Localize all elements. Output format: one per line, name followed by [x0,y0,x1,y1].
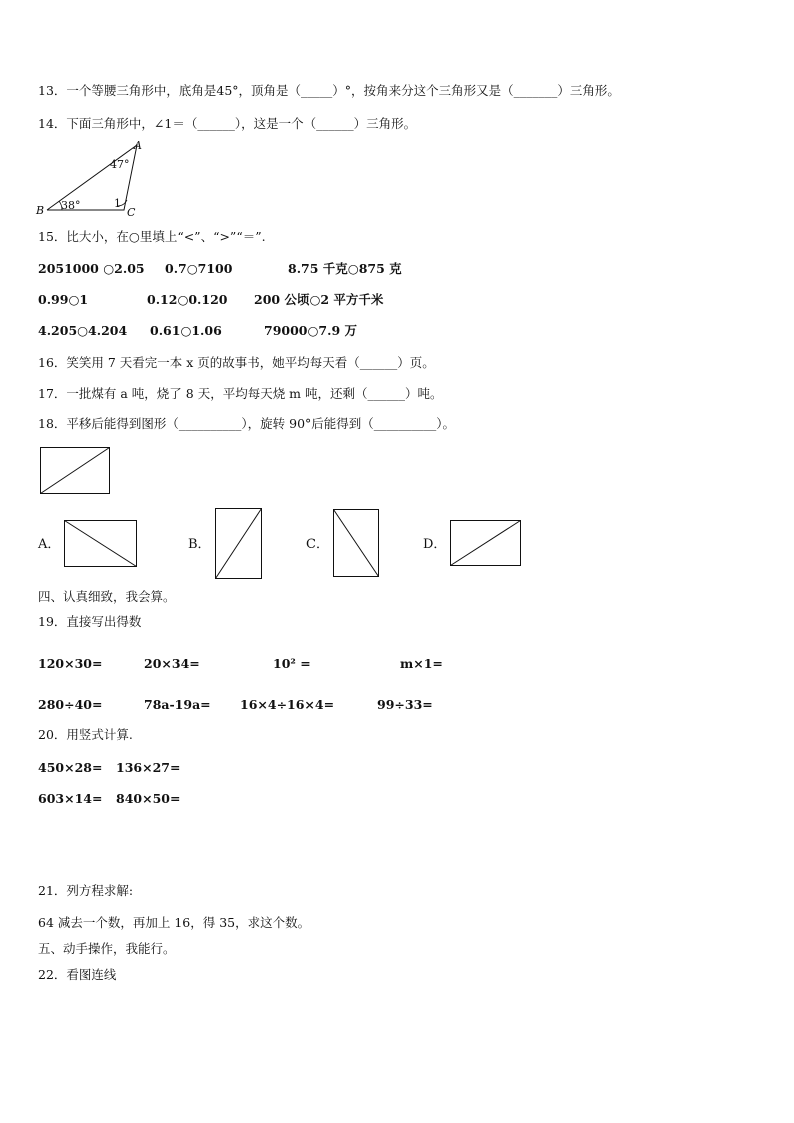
calc-item: m×1= [400,656,443,671]
vertex-label-b: B [36,204,45,217]
question-20: 20．用竖式计算. [38,727,133,742]
calc-item: 99÷33= [377,697,433,712]
question-21: 21．列方程求解: [38,883,134,898]
option-b-label: B． [188,537,211,552]
question-14: 14．下面三角形中，∠1＝（______），这是一个（______）三角形。 [38,116,417,131]
compare-item: 79000○7.9 万 [264,323,357,338]
compare-item: 0.7○7100 [165,261,233,276]
angle-label-1: 1 [114,197,121,210]
question-17: 17．一批煤有 a 吨，烧了 8 天，平均每天烧 m 吨，还剩（______）吨。 [38,386,443,401]
section-5-title: 五、动手操作，我能行。 [38,941,176,956]
question-18: 18．平移后能得到图形（__________），旋转 90°后能得到（__________）。 [38,416,456,431]
calc-item: 10² = [273,656,311,671]
vertical-calc-item: 450×28= [38,760,103,775]
compare-item: 0.61○1.06 [150,323,222,338]
compare-item: 0.12○0.120 [147,292,228,307]
compare-item: 200 公顷○2 平方千米 [254,292,384,307]
compare-item: 4.205○4.204 [38,323,128,338]
calc-item: 280÷40= [38,697,103,712]
option-d-label: D． [423,537,447,552]
calc-item: 20×34= [144,656,200,671]
question-13: 13．一个等腰三角形中，底角是45°，顶角是（_____）°，按角来分这个三角形又是（_______）三角形。 [38,83,620,98]
vertex-label-a: A [134,139,142,152]
compare-item: 2051000 ○2.05 [38,261,145,276]
option-c-label: C． [306,537,329,552]
question-19: 19．直接写出得数 [38,614,142,629]
angle-label-left: 38° [61,199,81,212]
angle-label-top: 47° [110,158,130,171]
vertical-calc-item: 136×27= [116,760,181,775]
calc-item: 120×30= [38,656,103,671]
question-15: 15．比大小，在○里填上“<”、“>”“＝”. [38,229,266,244]
question-22: 22．看图连线 [38,967,117,982]
section-4-title: 四、认真细致，我会算。 [38,589,176,604]
compare-item: 0.99○1 [38,292,89,307]
question-16: 16．笑笑用 7 天看完一本 x 页的故事书，她平均每天看（______）页。 [38,355,435,370]
calc-item: 16×4÷16×4= [240,697,335,712]
option-a-label: A． [38,537,61,552]
compare-item: 8.75 千克○875 克 [288,261,402,276]
vertical-calc-item: 840×50= [116,791,181,806]
question-21-sub: 64 减去一个数，再加上 16，得 35，求这个数。 [38,915,311,930]
calc-item: 78a-19a= [144,697,211,712]
vertex-label-c: C [127,206,136,219]
vertical-calc-item: 603×14= [38,791,103,806]
